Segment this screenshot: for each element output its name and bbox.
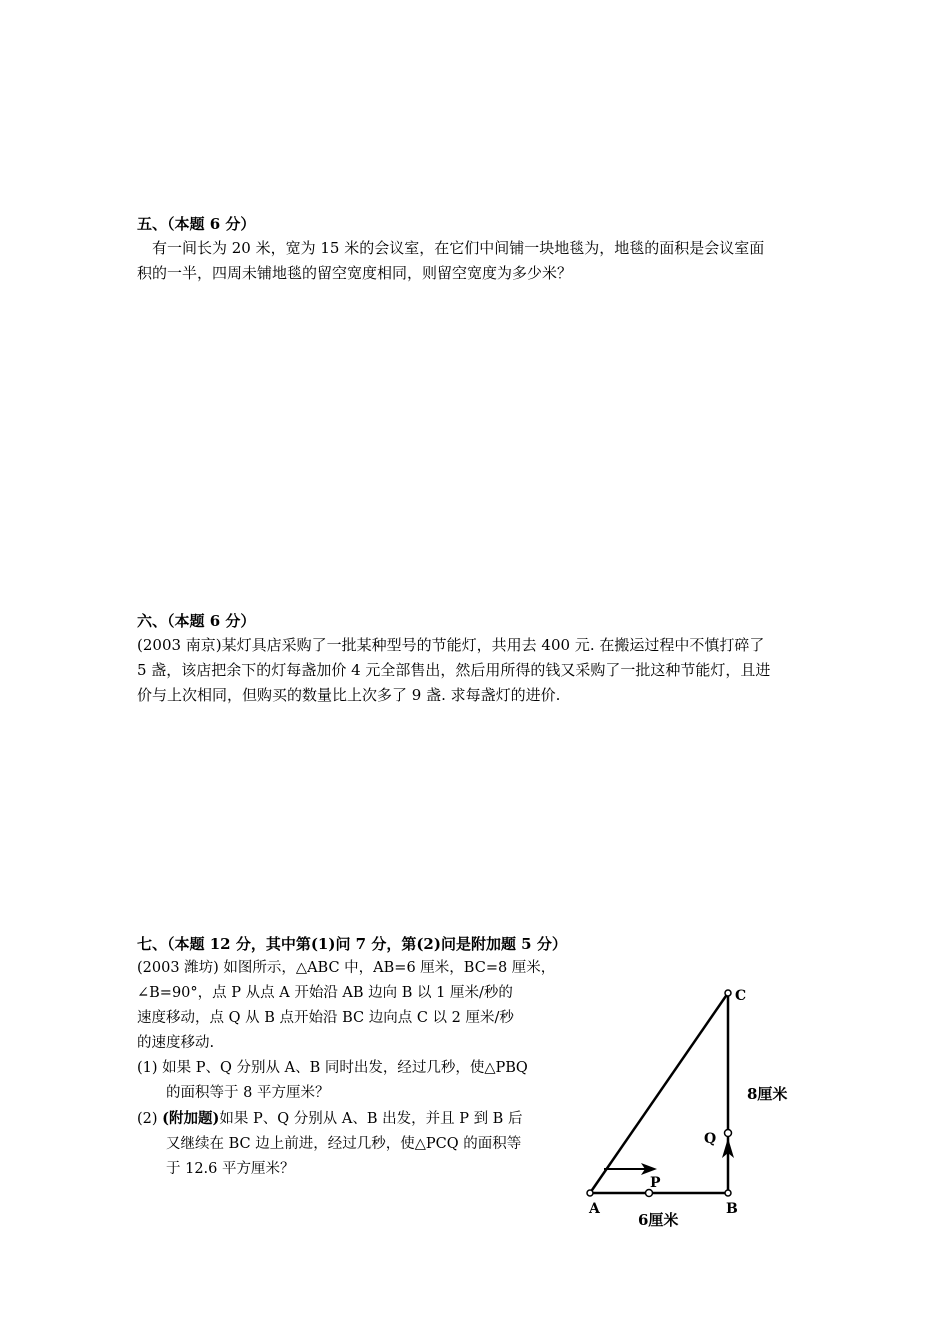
question-2-line-1 — [137, 1106, 567, 1132]
question-1-line-2: 的面积等于 8 平方厘米？ — [166, 1085, 330, 1101]
question-2-tag: (附加题) — [162, 1110, 220, 1127]
question-1-line-1: (1) 如果 P、Q 分别从 A、B 同时出发，经过几秒，使△PBQ — [137, 1060, 528, 1076]
section5-text — [137, 236, 817, 286]
label-c: C — [735, 988, 747, 1004]
section5-line-2: 积的一半，四周未铺地毯的留空宽度相同，则留空宽度为多少米？ — [137, 264, 573, 282]
question-2-prefix: (2) — [137, 1111, 163, 1127]
section7-intro-4: 的速度移动. — [137, 1035, 215, 1051]
section7-heading: 七、（本题 12 分，其中第(1)问 7 分，第(2)问是附加题 5 分） — [137, 935, 567, 953]
section7-intro-1: (2003 潍坊) 如图所示，△ABC 中，AB=6 厘米，BC=8 厘米， — [137, 960, 556, 976]
section7-intro-2: ∠B=90°，点 P 从点 A 开始沿 AB 边向 B 以 1 厘米/秒的 — [137, 985, 513, 1001]
section5-line-1: 有一间长为 20 米，宽为 15 米的会议室，在它们中间铺一块地毯为，地毯的面积是会议室面 — [152, 239, 765, 257]
label-a: A — [589, 1201, 600, 1217]
section6-line-3: 价与上次相同，但购买的数量比上次多了 9 盏. 求每盏灯的进价. — [137, 686, 561, 704]
question-2-line-2: 又继续在 BC 边上前进，经过几秒，使△PCQ 的面积等 — [166, 1136, 522, 1152]
point-b — [725, 1190, 731, 1196]
question-2-line-1-rest: 如果 P、Q 分别从 A、B 出发，并且 P 到 B 后 — [219, 1111, 523, 1127]
point-q — [725, 1130, 732, 1137]
section6-line-2: 5 盏，该店把余下的灯每盏加价 4 元全部售出，然后用所得的钱又采购了一批这种节能灯，且进 — [137, 661, 771, 679]
triangle-figure — [570, 975, 810, 1235]
section6-text — [137, 633, 817, 708]
section5-heading: 五、（本题 6 分） — [137, 215, 256, 233]
label-p: P — [650, 1175, 661, 1191]
question-2-line-3: 于 12.6 平方厘米？ — [166, 1161, 295, 1177]
label-ab-length: 6厘米 — [638, 1211, 679, 1229]
edge-ac — [590, 993, 728, 1193]
section7-intro-3: 速度移动，点 Q 从 B 点开始沿 BC 边向点 C 以 2 厘米/秒 — [137, 1010, 514, 1026]
section6-heading: 六、（本题 6 分） — [137, 612, 256, 630]
label-bc-length: 8厘米 — [747, 1085, 788, 1103]
section7-text — [137, 956, 567, 1182]
label-b: B — [726, 1201, 738, 1217]
section6-line-1: (2003 南京)某灯具店采购了一批某种型号的节能灯，共用去 400 元. 在搬运过程中不慎打碎了 — [137, 636, 765, 654]
label-q: Q — [704, 1131, 717, 1147]
point-a — [587, 1190, 593, 1196]
point-c — [725, 990, 731, 996]
